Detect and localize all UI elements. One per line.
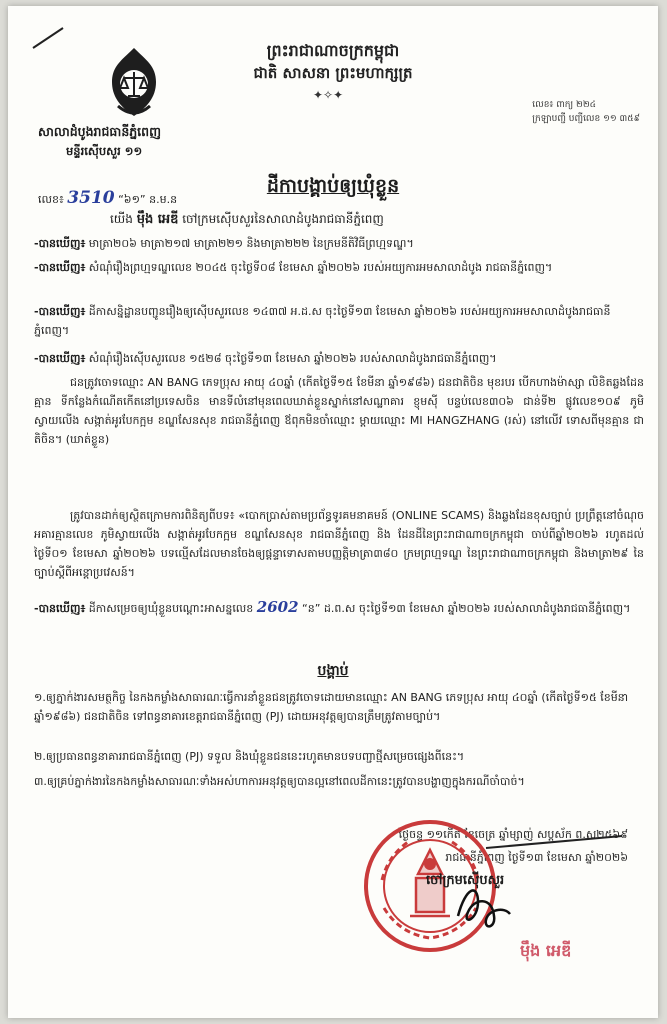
pen-strike: [482, 826, 632, 856]
whereas-label: -បានឃើញ៖: [34, 602, 86, 615]
ref-number-handwritten: 3510: [67, 188, 115, 208]
whereas-5: [34, 598, 644, 618]
accused-details: ជនត្រូវចោទឈ្មោះ AN BANG ភេទប្រុស អាយុ ៤០ឆ្នាំ (កើតថ្ងៃទី១៥ ខែមីនា ឆ្នាំ១៩៨៦) ជនជាតិចិន មុខរបរ បើកហាងម៉ាស្សា លិខិតឆ្លងដែន គ្មាន ទីកន្លែងកំណើតកើតនៅប្រទេសចិន មានទីលំនៅមុនពេលឃាត់ខ្លួនស្នាក់នៅសណ្ឋាគារ ខ្ញុមស៊ី បន្ទប់លេខ៣០៦ ជាន់ទី២ ផ្លូវលេខ១០៩ ភូមិស្វាយលើង សង្កាត់អូរបែកក្អម ខណ្ឌសែនសុខ រាជធានីភ្នំពេញ ឪពុកមិនចាំឈ្មោះ ម្ដាយឈ្មោះ MI HANGZHANG (រស់) នៅលើវ ទោសពីមុនគ្មាន ជាតិចិន។ (ឃាត់ខ្លួន): [34, 376, 644, 446]
judge-name: ម៉ឹង អេឌី: [136, 212, 179, 227]
judge-intro: [110, 211, 384, 230]
charges-paragraph: ត្រូវបានដាក់ឲ្យស្ថិតក្រោមការពិនិត្យពីបទ៖ «បោកប្រាស់តាមប្រព័ន្ធទូរគមនាគមន៍ (ONLINE SCAMS) និងឆ្លងដែនខុសច្បាប់ ប្រព្រឹត្តនៅចំណុចអគារគ្មានលេខ ភូមិស្វាយលើង សង្កាត់អូរបែកក្អម ខណ្ឌសែនសុខ រាជធានីភ្នំពេញ និង ដែនដីនៃព្រះរាជាណាចក្រកម្ពុជា ចាប់ពីឆ្នាំ២០២៦ រហូតដល់ថ្ងៃទី០១ ខែមេសា ឆ្នាំ២០២៦ បទល្មើសដែលមានចែងឲ្យផ្ដន្ទាទោសតាមបញ្ញត្តិមាត្រា៣៨០ ក្រមព្រហ្មទណ្ឌ នៃព្រះរាជាណាចក្រកម្ពុជា និងមាត្រា២៩ នៃច្បាប់ស្ដីពីអន្តោប្រវេសន៍។: [34, 509, 644, 579]
registry-ref-line-1: លេខ៖ ពាក្យ ២២៤: [532, 100, 597, 110]
judge-signature-icon: [448, 876, 518, 936]
order-item-2: ២.ឲ្យប្រធានពន្ធនាគាររាជធានីភ្នំពេញ (PJ) ទទួល និងឃុំខ្លួនជននេះរហូតមានបទបញ្ជាថ្មីសម្រេចផ្សេងពីនេះ។: [34, 750, 465, 763]
kingdom-header: ព្រះរាជាណាចក្រកម្ពុជា: [266, 41, 400, 60]
court-emblem-icon: [100, 46, 168, 120]
we-label: យើង: [110, 212, 133, 226]
we-rest: ចៅក្រមស៊ើបសួរនៃសាលាដំបូងរាជធានីភ្នំពេញ: [182, 212, 384, 226]
registry-reference: [532, 98, 640, 126]
court-name: សាលាដំបូងរាជធានីភ្នំពេញ: [38, 124, 161, 139]
order-item-1: ១.ឲ្យភ្នាក់ងារសមត្ថកិច្ច នៃកងកម្លាំងសាធារណៈធ្វើការនាំខ្លួនជនត្រូវចោទដោយមានឈ្មោះ AN BANG ភេទប្រុស អាយុ ៤០ឆ្នាំ (កើតថ្ងៃទី១៥ ខែមីនា ឆ្នាំ១៩៨៦) ជនជាតិចិន ទៅពន្ធនាគារខេត្តរាជធានីភ្នំពេញ (PJ) ដោយអនុវត្តឲ្យបានត្រឹមត្រូវតាមច្បាប់។: [34, 691, 629, 723]
whereas-label: -បានឃើញ៖: [34, 261, 86, 274]
whereas-text: ដីកាសន្និដ្ឋានបញ្ជូនរឿងឲ្យស៊ើបសួរលេខ ១៤៣៧ អ.ដ.ស ចុះថ្ងៃទី១៣ ខែមេសា ឆ្នាំ២០២៦ របស់អយ្យការអមសាលាដំបូងរាជធានីភ្នំពេញ។: [34, 305, 611, 337]
national-motto: ជាតិ សាសនា ព្រះមហាក្សត្រ: [253, 64, 413, 82]
document-title: ដីកាបង្គាប់ឲ្យឃុំខ្លួន: [266, 175, 400, 197]
order-item-3: ៣.ឲ្យគ្រប់ភ្នាក់ងារនៃកងកម្លាំងសាធារណៈទាំងអស់ហាការអនុវត្តឲ្យបានល្អនៅពេលដីកានេះត្រូវបានបង្ហាញក្នុងករណីចាំបាច់។: [34, 775, 525, 788]
whereas-text: សំណុំរឿងព្រហ្មទណ្ឌលេខ ២០៤៥ ចុះថ្ងៃទី០៨ ខែមេសា ឆ្នាំ២០២៦ របស់អយ្យការអមសាលាដំបូង រាជធានីភ្នំពេញ។: [88, 261, 553, 274]
whereas-label: -បានឃើញ៖: [34, 352, 86, 365]
whereas-text-a: ដីកាសម្រេចឲ្យឃុំខ្លួនបណ្ដោះអាសន្នលេខ: [88, 602, 254, 615]
lunar-date: ថ្ងៃចន្ទ ១១កើត ខែចេត្រ ឆ្នាំម្សាញ់ សប្តស័ក ព.ស២៥៦៩: [398, 828, 628, 841]
order-heading: បង្គាប់: [317, 663, 349, 679]
whereas-1: [34, 234, 644, 253]
whereas-label: -បានឃើញ៖: [34, 305, 86, 318]
signer-name: ម៉ឹង អេឌី: [520, 941, 572, 960]
court-department: មន្ទីរស៊ើបសួរ ១១: [66, 144, 143, 158]
document-reference: [38, 188, 177, 209]
whereas-2: [34, 258, 644, 277]
solar-date: រាជធានីភ្នំពេញ ថ្ងៃទី១៣ ខែមេសា ឆ្នាំ២០២៦: [445, 851, 628, 864]
whereas-4: [34, 349, 644, 368]
whereas-text-b: “ន”: [302, 602, 321, 615]
registry-ref-line-2: ក្រឡាបញ្ជី បញ្ជីលេខ ១១ ៣៥៩: [532, 114, 640, 124]
whereas-label: -បានឃើញ៖: [34, 237, 86, 250]
signer-title: ចៅក្រមស៊ើបសួរ: [426, 873, 505, 888]
ref-suffix: “៦១” ន.ម.ន: [118, 193, 178, 206]
whereas-3: [34, 302, 644, 340]
whereas-text: មាត្រា២០៦ មាត្រា២១៧ មាត្រា២២១ និងមាត្រា២២២ នៃក្រមនីតិវិធីព្រហ្មទណ្ឌ។: [88, 237, 414, 250]
ref-prefix: លេខ៖: [38, 193, 64, 206]
whereas-text-c: ដ.ព.ស ចុះថ្ងៃទី១៣ ខែមេសា ឆ្នាំ២០២៦ របស់សាលាដំបូងរាជធានីភ្នំពេញ។: [323, 602, 631, 615]
header-ornament: ✦✧✦: [313, 88, 344, 102]
whereas-text: សំណុំរឿងស៊ើបសួរលេខ ១៥២៨ ចុះថ្ងៃទី១៣ ខែមេសា ឆ្នាំ២០២៦ របស់សាលាដំបូងរាជធានីភ្នំពេញ។: [88, 352, 497, 365]
document-page: [8, 6, 658, 1018]
detention-number-handwritten: 2602: [256, 598, 299, 616]
